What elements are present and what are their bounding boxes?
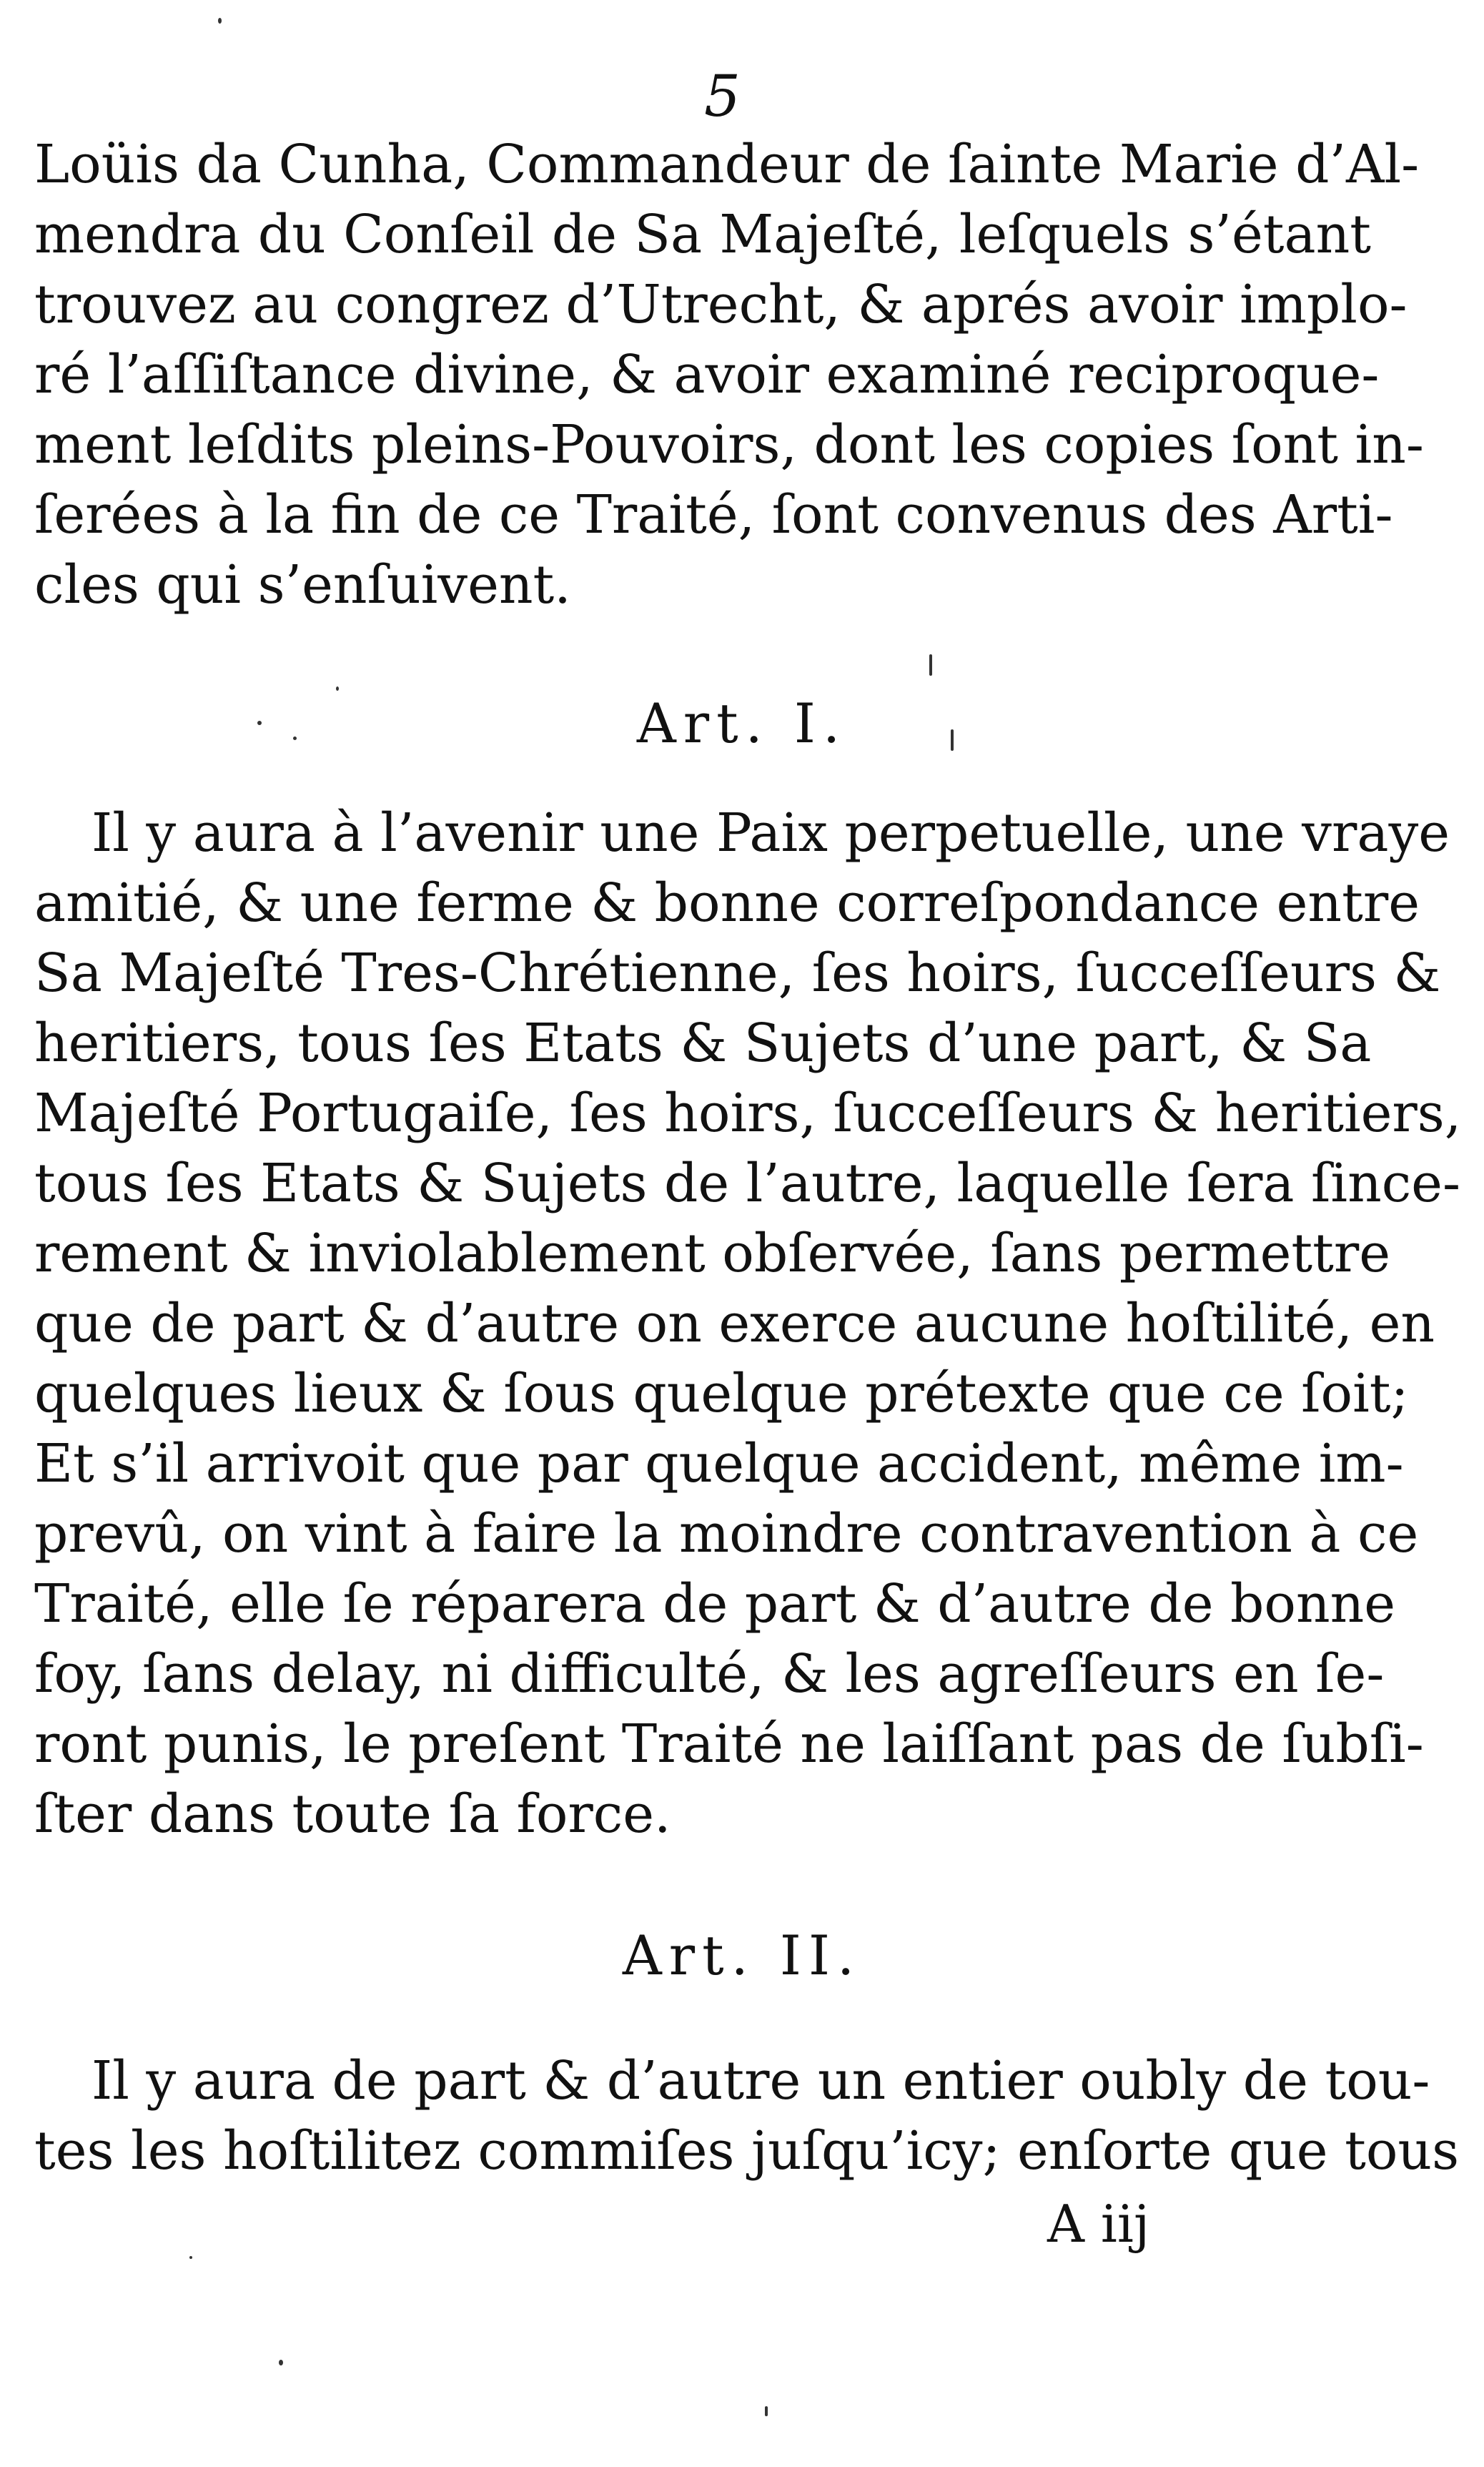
text-line: Traité, elle ſe réparera de part & d’autre de bonne (34, 1573, 1396, 1635)
text-line: ſter dans toute ſa force. (34, 1783, 671, 1845)
ink-speck (218, 18, 222, 24)
text-line: rement & inviolablement obſervée, ſans permettre (34, 1223, 1391, 1284)
text-line: Il y aura de part & d’autre un entier oubly de tou- (91, 2050, 1430, 2112)
ink-speck (336, 686, 339, 691)
text-line: Sa Majeſté Tres-Chrétienne, ſes hoirs, ſucceſſeurs & (34, 942, 1441, 1004)
text-line: que de part & d’autre on exerce aucune hoſtilité, en (34, 1293, 1435, 1354)
text-line: trouvez au congrez d’Utrecht, & aprés avoir implo- (34, 274, 1408, 335)
text-line: tous ſes Etats & Sujets de l’autre, laquelle ſera ſince- (34, 1153, 1460, 1214)
text-line: ré l’aſſiſtance divine, & avoir examiné reciproque- (34, 344, 1380, 405)
text-line: prevû, on vint à faire la moindre contravention à ce (34, 1503, 1419, 1565)
text-line: tes les hoſtilitez commiſes juſqu’icy; enſorte que tous (34, 2120, 1460, 2182)
ink-speck (257, 721, 262, 725)
ink-speck (279, 2360, 283, 2365)
ink-speck (293, 737, 297, 740)
text-line: Loüis da Cunha, Commandeur de ſainte Marie d’Al- (34, 134, 1420, 195)
text-line: foy, ſans delay, ni difficulté, & les agreſſeurs en ſe- (34, 1643, 1385, 1705)
ink-speck (765, 2406, 768, 2416)
text-line: cles qui s’enſuivent. (34, 554, 571, 616)
text-line: ſerées à la fin de ce Traité, ſont convenus des Arti- (34, 484, 1393, 546)
text-line: mendra du Conſeil de Sa Majeſté, leſquels s’étant (34, 204, 1371, 265)
signature-mark: A iij (1047, 2194, 1150, 2254)
text-line: Et s’il arrivoit que par quelque accident, même im- (34, 1433, 1404, 1495)
text-line: amitié, & une ferme & bonne correſpondance entre (34, 872, 1420, 934)
article-1-heading: Art. I. (636, 691, 848, 755)
ink-speck (189, 2256, 192, 2259)
text-line: quelques lieux & ſous quelque prétexte que ce ſoit; (34, 1363, 1409, 1424)
article-2-heading: Art. II. (622, 1924, 862, 1987)
text-line: ront punis, le preſent Traité ne laiſſant pas de ſubſi- (34, 1713, 1424, 1775)
page-number: 5 (704, 63, 741, 129)
ink-speck (929, 654, 932, 676)
text-line: Il y aura à l’avenir une Paix perpetuelle, une vraye (91, 802, 1450, 864)
ink-speck (951, 729, 954, 751)
text-line: Majeſté Portugaiſe, ſes hoirs, ſucceſſeurs & heritiers, (34, 1083, 1462, 1144)
text-line: ment leſdits pleins-Pouvoirs, dont les copies ſont in- (34, 414, 1424, 476)
text-line: heritiers, tous ſes Etats & Sujets d’une part, & Sa (34, 1013, 1372, 1074)
